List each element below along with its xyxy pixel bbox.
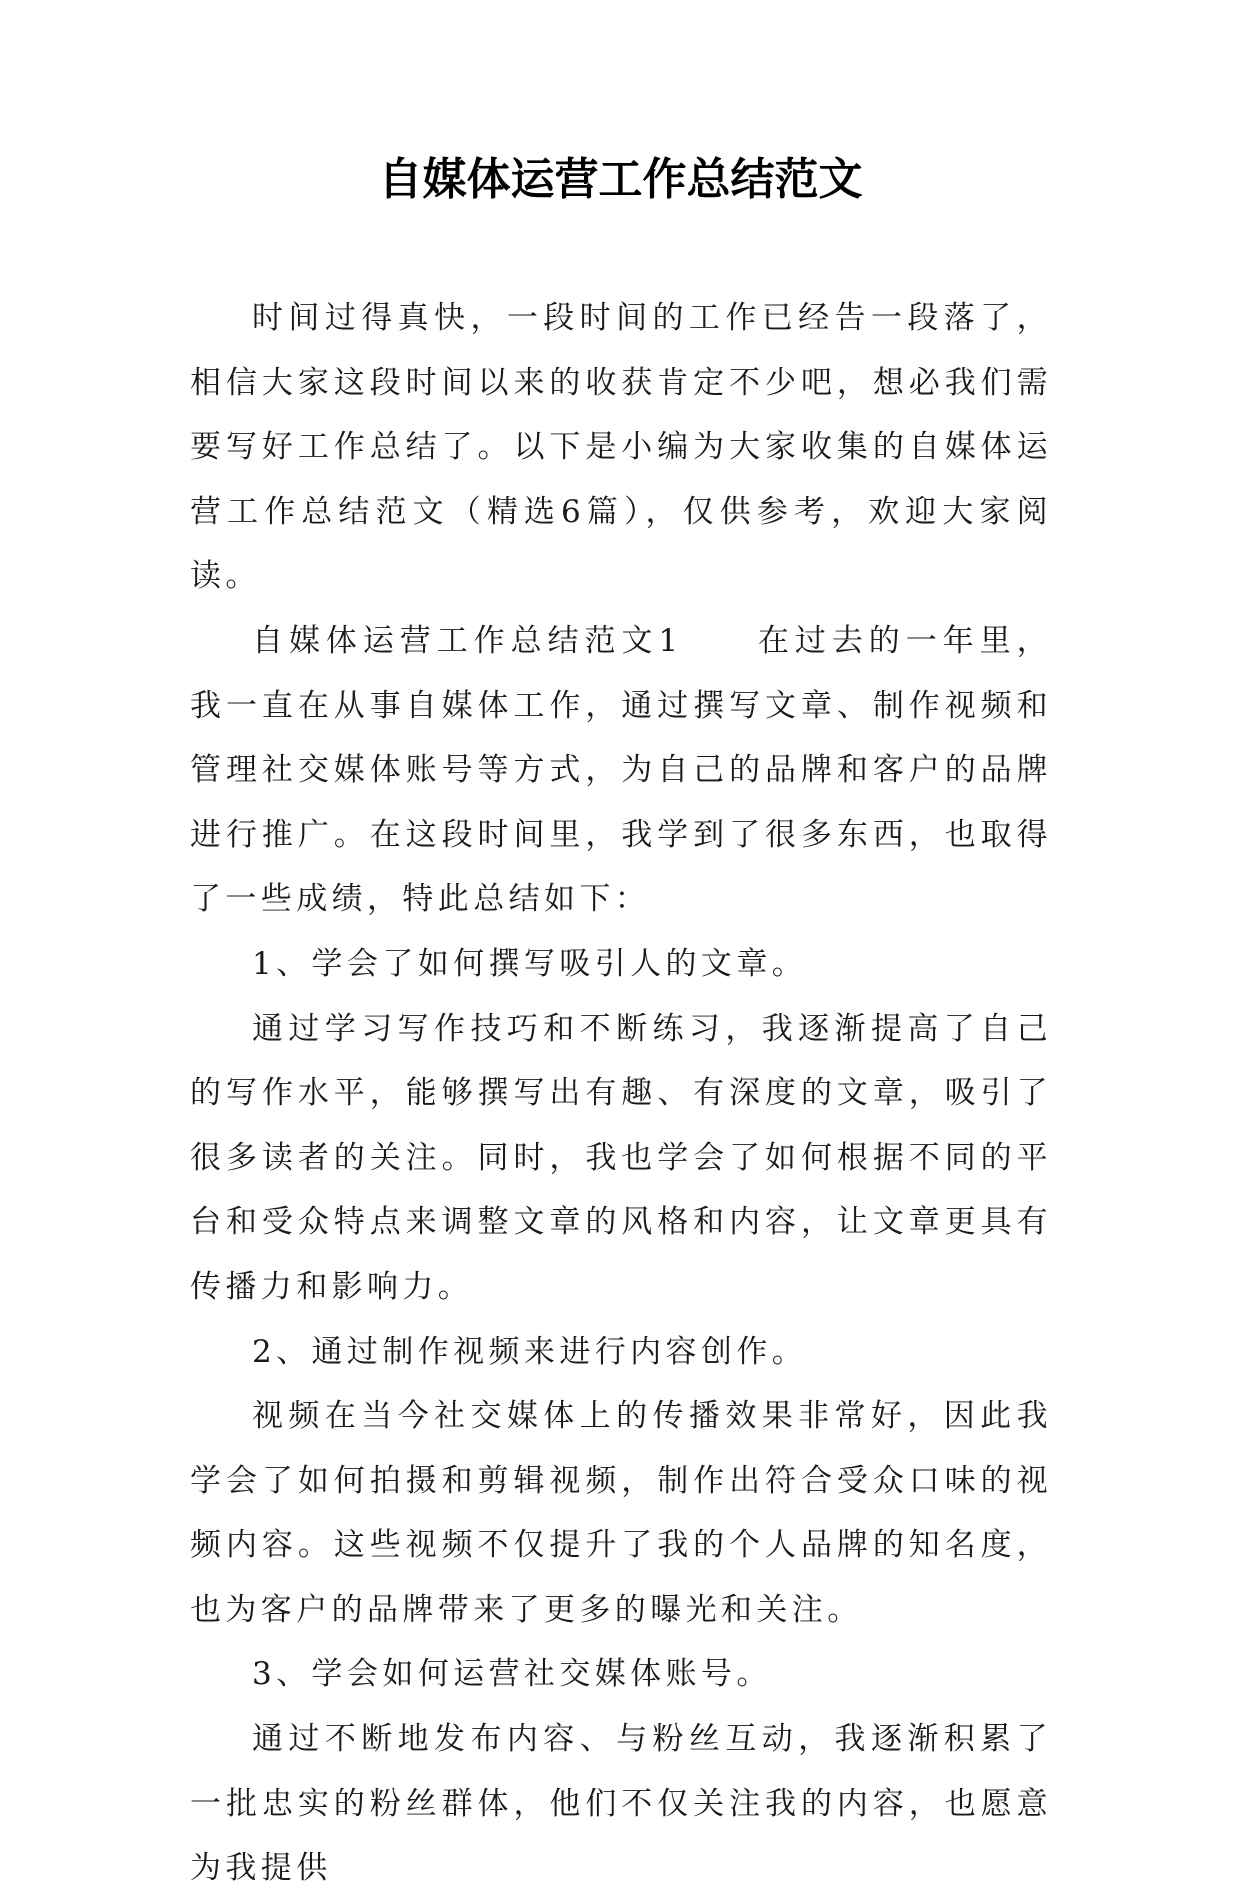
document-body [190,286,1052,1901]
paragraph-intro: 时间过得真快，一段时间的工作已经告一段落了，相信大家这段时间以来的收获肯定不少吧，想必我们需要写好工作总结了。以下是小编为大家收集的自媒体运营工作总结范文（精选6篇），仅供参考，欢迎大家阅读。 [190,300,1052,595]
document-title: 自媒体运营工作总结范文 [378,154,863,205]
paragraph-point-2-heading: 2、通过制作视频来进行内容创作。 [252,1333,808,1370]
paragraph-point-1-body: 通过学习写作技巧和不断练习，我逐渐提高了自己的写作水平，能够撰写出有趣、有深度的文章，吸引了很多读者的关注。同时，我也学会了如何根据不同的平台和受众特点来调整文章的风格和内容，让文章更具有传播力和影响力。 [190,1010,1052,1305]
paragraph-section-1-intro: 自媒体运营工作总结范文1 在过去的一年里，我一直在从事自媒体工作，通过撰写文章、制作视频和管理社交媒体账号等方式，为自己的品牌和客户的品牌进行推广。在这段时间里，我学到了很多东西，也取得了一些成绩，特此总结如下： [190,622,1052,918]
paragraph-point-3-body: 通过不断地发布内容、与粉丝互动，我逐渐积累了一批忠实的粉丝群体，他们不仅关注我的内容，也愿意为我提供 [190,1721,1052,1887]
paragraph-point-3-heading: 3、学会如何运营社交媒体账号。 [252,1656,772,1693]
paragraph-point-2-body: 视频在当今社交媒体上的传播效果非常好，因此我学会了如何拍摄和剪辑视频，制作出符合受众口味的视频内容。这些视频不仅提升了我的个人品牌的知名度，也为客户的品牌带来了更多的曝光和关注。 [190,1398,1052,1628]
paragraph-point-1-heading: 1、学会了如何撰写吸引人的文章。 [252,945,808,982]
